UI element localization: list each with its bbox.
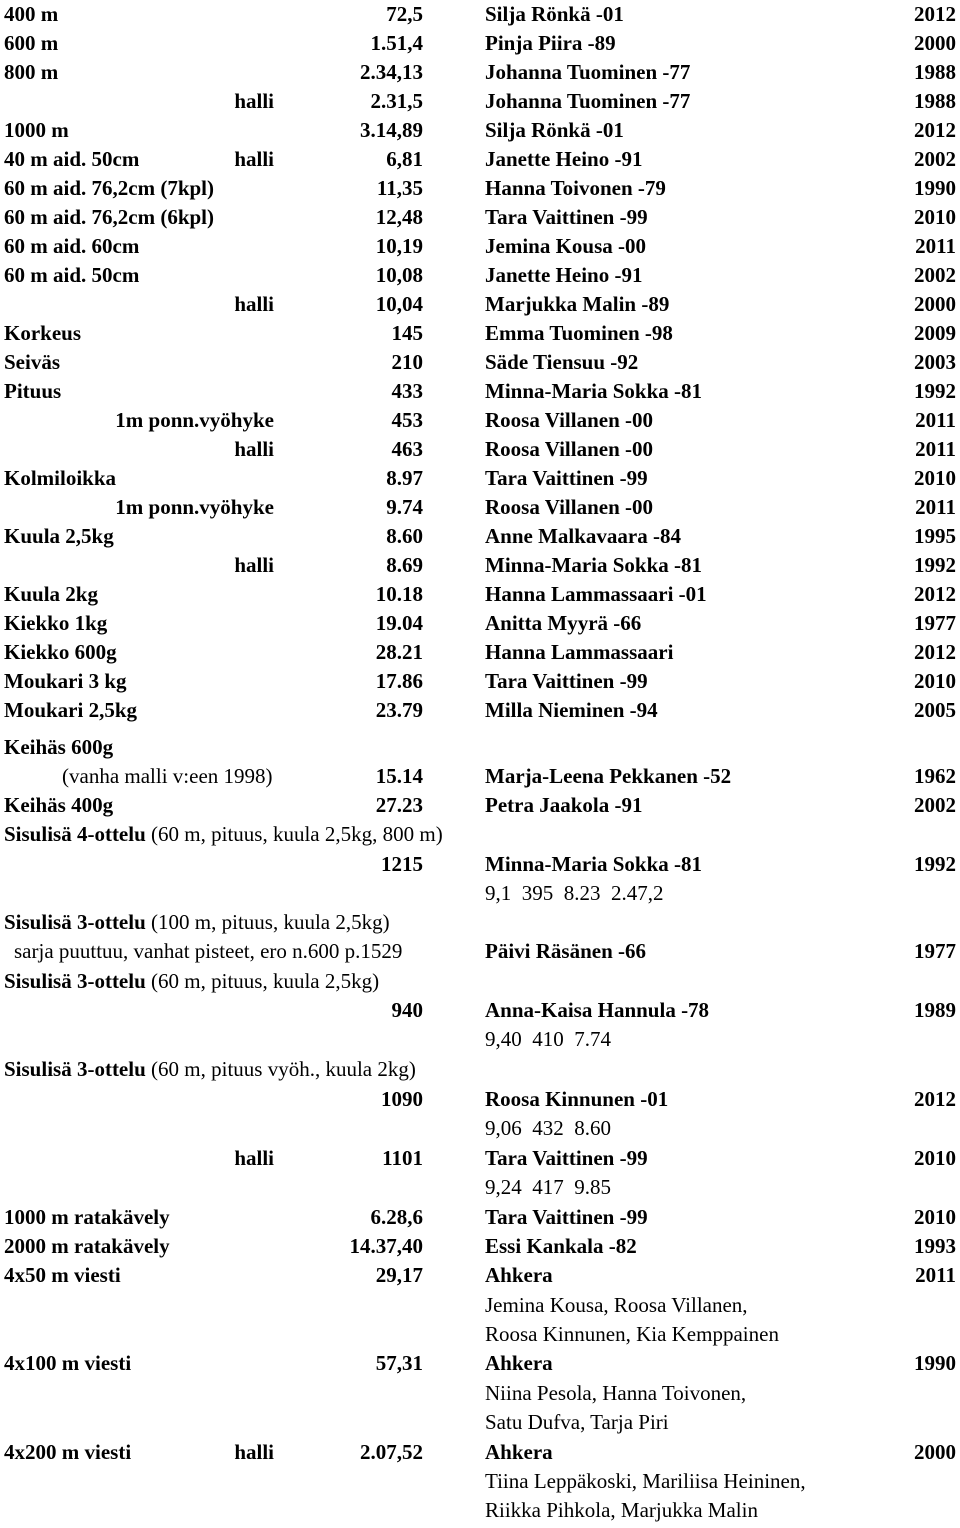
relay-members-row	[0, 1320, 960, 1349]
record-row	[0, 87, 960, 116]
event-label: Keihäs 600g	[4, 735, 114, 759]
event-label: 60 m aid. 50cm	[4, 263, 140, 287]
record-row-keihas-400	[0, 791, 960, 820]
athlete-name: Janette Heino -91	[485, 147, 643, 171]
result-value: 12,48	[375, 205, 423, 229]
combined-event-heading	[0, 967, 960, 996]
record-year: 1992	[914, 852, 956, 876]
record-row	[0, 551, 960, 580]
record-row-walk	[0, 1203, 960, 1232]
combined-event-heading	[0, 908, 960, 937]
event-label: 600 m	[4, 31, 59, 55]
record-year: 2011	[915, 408, 956, 432]
record-year: 2012	[914, 2, 956, 26]
result-value: 2.34,13	[360, 60, 423, 84]
event-label: Kiekko 600g	[4, 640, 117, 664]
athlete-name: Hanna Toivonen -79	[485, 176, 666, 200]
result-value: 8.69	[386, 553, 423, 577]
athlete-name: Silja Rönkä -01	[485, 2, 624, 26]
record-row-relay	[0, 1438, 960, 1467]
result-value: 1101	[382, 1146, 423, 1170]
record-row	[0, 609, 960, 638]
split-details: 9,40 410 7.74	[485, 1027, 611, 1051]
combined-record-row	[0, 996, 960, 1025]
team-name: Ahkera	[485, 1263, 553, 1287]
record-row-walk	[0, 1232, 960, 1261]
record-year: 1990	[914, 1351, 956, 1375]
event-label: Korkeus	[4, 321, 82, 345]
athlete-name: Hanna Lammassaari	[485, 640, 674, 664]
record-year: 2011	[915, 437, 956, 461]
record-row	[0, 638, 960, 667]
athlete-name: Tara Vaittinen -99	[485, 466, 648, 490]
record-year: 2000	[914, 31, 956, 55]
result-value: 210	[391, 350, 423, 374]
record-year: 2002	[914, 793, 956, 817]
event-label: 1000 m ratakävely	[4, 1205, 170, 1229]
record-year: 2009	[914, 321, 956, 345]
record-row	[0, 464, 960, 493]
athlete-name: Marja-Leena Pekkanen -52	[485, 764, 732, 788]
record-row-keihas-600-detail	[0, 762, 960, 791]
result-value: 29,17	[375, 1263, 423, 1287]
relay-members-row	[0, 1408, 960, 1437]
athlete-name: Roosa Villanen -00	[485, 495, 654, 519]
relay-members-row	[0, 1291, 960, 1320]
record-year: 2012	[914, 640, 956, 664]
relay-members: Tiina Leppäkoski, Mariliisa Heininen,	[485, 1469, 806, 1493]
relay-members: Niina Pesola, Hanna Toivonen,	[485, 1381, 747, 1405]
combined-event-heading	[0, 1055, 960, 1084]
result-value: 145	[391, 321, 423, 345]
combined-subtitle: (60 m, pituus vyöh., kuula 2kg)	[145, 1057, 416, 1081]
result-value: 14.37,40	[349, 1234, 423, 1258]
result-value: 2.07,52	[360, 1440, 423, 1464]
result-value: 6,81	[386, 147, 423, 171]
record-row	[0, 203, 960, 232]
result-value: 11,35	[376, 176, 423, 200]
sub-label: halli	[234, 292, 274, 316]
event-label: Moukari 3 kg	[4, 669, 127, 693]
athlete-name: Säde Tiensuu -92	[485, 350, 639, 374]
record-year: 2011	[915, 495, 956, 519]
combined-details-row	[0, 1114, 960, 1143]
athlete-name: Roosa Villanen -00	[485, 437, 654, 461]
athlete-name: Anna-Kaisa Hannula -78	[485, 998, 710, 1022]
sub-label: 1m ponn.vyöhyke	[115, 408, 274, 432]
record-year: 2000	[914, 1440, 956, 1464]
record-row	[0, 580, 960, 609]
athlete-name: Silja Rönkä -01	[485, 118, 624, 142]
athlete-name: Tara Vaittinen -99	[485, 205, 648, 229]
record-year: 2002	[914, 263, 956, 287]
note-text: sarja puuttuu, vanhat pisteet, ero n.600 p.1529	[14, 939, 403, 963]
record-year: 1977	[914, 939, 956, 963]
event-label: 1000 m	[4, 118, 69, 142]
record-year: 1992	[914, 553, 956, 577]
result-value: 72,5	[386, 2, 423, 26]
combined-subtitle: (60 m, pituus, kuula 2,5kg, 800 m)	[145, 822, 443, 846]
result-value: 6.28,6	[370, 1205, 423, 1229]
event-label: Kolmiloikka	[4, 466, 117, 490]
result-value: 8.60	[386, 524, 423, 548]
combined-details-row	[0, 1025, 960, 1054]
result-value: 10.18	[375, 582, 423, 606]
relay-members: Roosa Kinnunen, Kia Kemppainen	[485, 1322, 779, 1346]
result-value: 10,04	[375, 292, 423, 316]
record-row	[0, 58, 960, 87]
record-row	[0, 116, 960, 145]
record-year: 2012	[914, 582, 956, 606]
event-label: 800 m	[4, 60, 59, 84]
athlete-name: Jemina Kousa -00	[485, 234, 647, 258]
record-year: 2000	[914, 292, 956, 316]
record-row	[0, 145, 960, 174]
record-row	[0, 261, 960, 290]
record-year: 2005	[914, 698, 956, 722]
relay-members-row	[0, 1496, 960, 1525]
event-label: 400 m	[4, 2, 59, 26]
event-label: 2000 m ratakävely	[4, 1234, 170, 1258]
combined-title: Sisulisä 3-ottelu	[4, 969, 146, 993]
event-label: 60 m aid. 60cm	[4, 234, 140, 258]
event-label: Moukari 2,5kg	[4, 698, 138, 722]
record-row	[0, 377, 960, 406]
result-value: 1215	[381, 852, 423, 876]
record-year: 1995	[914, 524, 956, 548]
result-value: 8.97	[386, 466, 423, 490]
sub-label: halli	[234, 1440, 274, 1464]
result-value: 453	[391, 408, 423, 432]
sub-label: halli	[234, 553, 274, 577]
record-year: 2003	[914, 350, 956, 374]
record-year: 2010	[914, 669, 956, 693]
athlete-name: Essi Kankala -82	[485, 1234, 637, 1258]
sub-label: 1m ponn.vyöhyke	[115, 495, 274, 519]
record-year: 2002	[914, 147, 956, 171]
record-row	[0, 696, 960, 725]
record-year: 2012	[914, 1087, 956, 1111]
sub-label: halli	[234, 147, 274, 171]
team-name: Ahkera	[485, 1351, 553, 1375]
athlete-name: Tara Vaittinen -99	[485, 669, 648, 693]
combined-title: Sisulisä 3-ottelu	[4, 1057, 146, 1081]
record-year: 2010	[914, 1146, 956, 1170]
combined-subtitle: (100 m, pituus, kuula 2,5kg)	[145, 910, 390, 934]
athlete-name: Minna-Maria Sokka -81	[485, 852, 703, 876]
athlete-name: Hanna Lammassaari -01	[485, 582, 707, 606]
record-row	[0, 319, 960, 348]
event-label: 40 m aid. 50cm	[4, 147, 140, 171]
record-row	[0, 0, 960, 29]
record-row	[0, 435, 960, 464]
record-year: 1989	[914, 998, 956, 1022]
relay-members-row	[0, 1467, 960, 1496]
split-details: 9,24 417 9.85	[485, 1175, 611, 1199]
event-label: 4x50 m viesti	[4, 1263, 121, 1287]
event-label: Kuula 2,5kg	[4, 524, 114, 548]
record-year: 2010	[914, 205, 956, 229]
record-year: 1990	[914, 176, 956, 200]
athlete-name: Tara Vaittinen -99	[485, 1146, 648, 1170]
split-details: 9,06 432 8.60	[485, 1116, 611, 1140]
result-value: 463	[391, 437, 423, 461]
event-label: Pituus	[4, 379, 62, 403]
athlete-name: Milla Nieminen -94	[485, 698, 658, 722]
record-year: 1993	[914, 1234, 956, 1258]
combined-event-heading	[0, 820, 960, 849]
record-year: 2012	[914, 118, 956, 142]
record-year: 2010	[914, 466, 956, 490]
relay-members: Satu Dufva, Tarja Piri	[485, 1410, 669, 1434]
result-value: 57,31	[375, 1351, 423, 1375]
record-row-relay	[0, 1349, 960, 1378]
result-value: 1090	[381, 1087, 423, 1111]
combined-record-row	[0, 850, 960, 879]
athlete-name: Anne Malkavaara -84	[485, 524, 681, 548]
relay-members-row	[0, 1379, 960, 1408]
record-year: 1988	[914, 89, 956, 113]
result-value: 940	[391, 998, 423, 1022]
record-row-relay	[0, 1261, 960, 1290]
combined-record-row-halli	[0, 1144, 960, 1173]
record-row	[0, 493, 960, 522]
result-value: 1.51,4	[370, 31, 423, 55]
record-row	[0, 348, 960, 377]
record-row	[0, 522, 960, 551]
combined-record-row	[0, 937, 960, 966]
combined-title: Sisulisä 3-ottelu	[4, 910, 146, 934]
event-label: Kiekko 1kg	[4, 611, 108, 635]
result-value: 433	[391, 379, 423, 403]
note-text: (vanha malli v:een 1998)	[62, 764, 273, 788]
record-row	[0, 232, 960, 261]
event-label: 4x200 m viesti	[4, 1440, 132, 1464]
athlete-name: Janette Heino -91	[485, 263, 643, 287]
record-year: 1988	[914, 60, 956, 84]
athlete-name: Minna-Maria Sokka -81	[485, 379, 703, 403]
event-label: 4x100 m viesti	[4, 1351, 132, 1375]
athlete-name: Päivi Räsänen -66	[485, 939, 647, 963]
relay-members: Jemina Kousa, Roosa Villanen,	[485, 1293, 748, 1317]
record-row-keihas-600	[0, 733, 960, 762]
combined-subtitle: (60 m, pituus, kuula 2,5kg)	[145, 969, 380, 993]
record-row	[0, 290, 960, 319]
record-year: 1962	[914, 764, 956, 788]
combined-details-row	[0, 879, 960, 908]
result-value: 19.04	[375, 611, 423, 635]
record-row	[0, 174, 960, 203]
result-value: 17.86	[375, 669, 423, 693]
athlete-name: Emma Tuominen -98	[485, 321, 673, 345]
athlete-name: Petra Jaakola -91	[485, 793, 643, 817]
event-label: Kuula 2kg	[4, 582, 98, 606]
record-row	[0, 667, 960, 696]
athlete-name: Anitta Myyrä -66	[485, 611, 642, 635]
combined-title: Sisulisä 4-ottelu	[4, 822, 146, 846]
event-label: Seiväs	[4, 350, 61, 374]
result-value: 9.74	[386, 495, 423, 519]
sub-label: halli	[234, 89, 274, 113]
record-year: 2011	[915, 234, 956, 258]
athlete-name: Johanna Tuominen -77	[485, 60, 691, 84]
record-year: 2010	[914, 1205, 956, 1229]
sub-label: halli	[234, 437, 274, 461]
record-year: 1977	[914, 611, 956, 635]
record-row	[0, 29, 960, 58]
athlete-name: Marjukka Malin -89	[485, 292, 670, 316]
sub-label: halli	[234, 1146, 274, 1170]
record-year: 1992	[914, 379, 956, 403]
split-details: 9,1 395 8.23 2.47,2	[485, 881, 664, 905]
result-value: 2.31,5	[370, 89, 423, 113]
athlete-name: Roosa Kinnunen -01	[485, 1087, 669, 1111]
result-value: 10,08	[375, 263, 423, 287]
result-value: 15.14	[375, 764, 423, 788]
relay-members: Riikka Pihkola, Marjukka Malin	[485, 1498, 758, 1522]
athlete-name: Tara Vaittinen -99	[485, 1205, 648, 1229]
record-row	[0, 406, 960, 435]
result-value: 10,19	[375, 234, 423, 258]
result-value: 28.21	[375, 640, 423, 664]
result-value: 3.14,89	[360, 118, 423, 142]
combined-details-row	[0, 1173, 960, 1202]
team-name: Ahkera	[485, 1440, 553, 1464]
event-label: 60 m aid. 76,2cm (6kpl)	[4, 205, 214, 229]
result-value: 23.79	[375, 698, 423, 722]
athlete-name: Pinja Piira -89	[485, 31, 616, 55]
event-label: 60 m aid. 76,2cm (7kpl)	[4, 176, 214, 200]
event-label: Keihäs 400g	[4, 793, 114, 817]
combined-record-row	[0, 1085, 960, 1114]
athlete-name: Minna-Maria Sokka -81	[485, 553, 703, 577]
record-year: 2011	[915, 1263, 956, 1287]
result-value: 27.23	[375, 793, 423, 817]
athlete-name: Roosa Villanen -00	[485, 408, 654, 432]
athlete-name: Johanna Tuominen -77	[485, 89, 691, 113]
